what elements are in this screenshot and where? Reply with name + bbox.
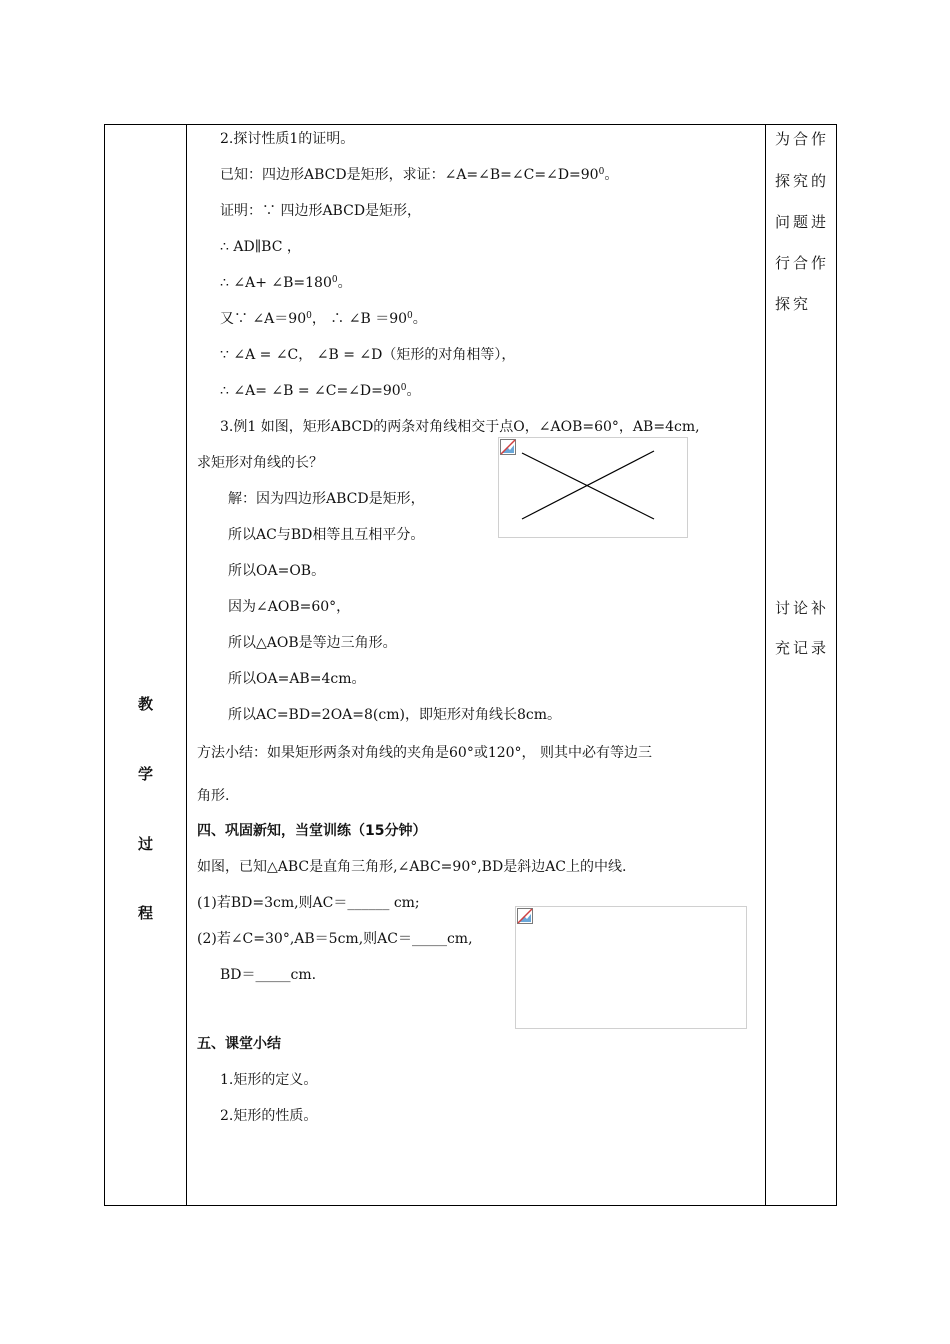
- given-statement: 已知：四边形ABCD是矩形，求证：$\angle A=\angle B=\angle C=\angle D=90^0$。: [220, 167, 619, 183]
- proof-line: 证明：∵ 四边形ABCD是矩形，: [220, 203, 422, 219]
- proof-line: ∴ AD∥BC ，: [220, 239, 301, 255]
- note-line: 问题进: [775, 213, 830, 231]
- exercise-statement: 如图，已知△ABC是直角三角形,∠ABC=90°,BD是斜边AC上的中线.: [197, 859, 627, 875]
- proof-line: ∴ ∠A+ $\angle B=180^0$。: [220, 275, 352, 291]
- example-statement: 3.例1 如图，矩形ABCD的两条对角线相交于点O，∠AOB=60°，AB=4cm,: [220, 419, 700, 435]
- column-divider-right: [765, 125, 766, 1205]
- column-divider-left: [186, 125, 187, 1205]
- exercise-question-1: (1)若BD=3cm,则AC＝______ cm;: [197, 895, 420, 911]
- section-label-char: 过: [137, 835, 153, 853]
- note-line: 充记录: [775, 639, 830, 657]
- diagonal-lines: [499, 438, 689, 539]
- solution-line: 因为∠AOB=60°，: [228, 599, 351, 615]
- method-summary: 方法小结：如果矩形两条对角线的夹角是60°或120°， 则其中必有等边三: [197, 745, 652, 761]
- proof-line: 又∵ $\angle A=90^0$， ∴ ∠B $=90^0$。: [220, 311, 427, 327]
- note-line: 为合作: [775, 130, 830, 148]
- proof-heading: 2.探讨性质1的证明。: [220, 131, 355, 147]
- summary-item: 2.矩形的性质。: [220, 1108, 318, 1124]
- solution-line: 所以AC=BD=2OA=8(cm)，即矩形对角线长8cm。: [228, 707, 561, 723]
- example-question: 求矩形对角线的长？: [197, 455, 323, 471]
- note-line: 行合作: [775, 254, 830, 272]
- solution-line: 所以△AOB是等边三角形。: [228, 635, 397, 651]
- section-label-char: 程: [137, 904, 153, 922]
- solution-line: 解：因为四边形ABCD是矩形，: [228, 491, 425, 507]
- rectangle-diagonals-figure: [498, 437, 688, 538]
- summary-item: 1.矩形的定义。: [220, 1072, 318, 1088]
- triangle-figure: [515, 906, 747, 1029]
- exercise-question-2: (2)若∠C=30°,AB＝5cm,则AC＝_____cm,: [197, 931, 473, 947]
- method-summary-cont: 角形.: [197, 788, 230, 804]
- exercise-question-2-cont: BD＝_____cm.: [220, 967, 317, 983]
- note-line: 探究: [775, 295, 812, 313]
- solution-line: 所以OA=AB=4cm。: [228, 671, 366, 687]
- note-line: 讨论补: [775, 599, 830, 617]
- section-label-column: [105, 125, 186, 1205]
- section-label-char: 学: [137, 765, 153, 783]
- proof-line: ∴ ∠A= ∠B = $\angle C=\angle D=90^0$。: [220, 383, 421, 399]
- section-heading-practice: 四、巩固新知，当堂训练（15分钟）: [197, 823, 427, 839]
- broken-image-icon: [517, 908, 533, 924]
- proof-line: ∵ ∠A = ∠C， ∠B = ∠D（矩形的对角相等），: [220, 347, 516, 363]
- section-heading-summary: 五、课堂小结: [197, 1036, 281, 1052]
- solution-line: 所以OA=OB。: [228, 563, 326, 579]
- lesson-table: [104, 124, 837, 1206]
- solution-line: 所以AC与BD相等且互相平分。: [228, 527, 425, 543]
- note-line: 探究的: [775, 172, 830, 190]
- section-label-char: 教: [137, 695, 153, 713]
